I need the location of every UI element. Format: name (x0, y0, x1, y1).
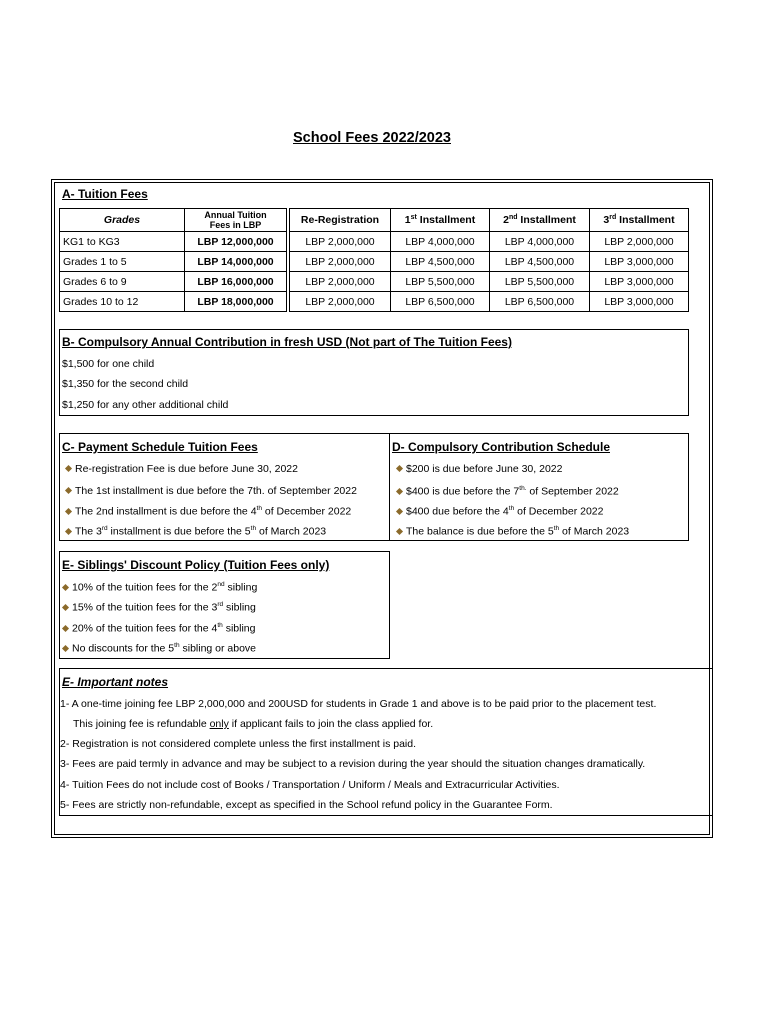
diamond-bullet-icon (62, 644, 69, 651)
section-b-item: $1,500 for one child (62, 358, 155, 370)
section-c-item-text: Re-registration Fee is due before June 30, 2022 (75, 463, 298, 475)
superscript: th (553, 525, 560, 532)
cell-rereg: LBP 2,000,000 (290, 292, 391, 312)
sibling-discount-item (63, 642, 256, 655)
section-c-item-text: The 2nd installment is due before the 4 (75, 505, 257, 518)
diamond-bullet-icon (65, 465, 72, 472)
diamond-bullet-icon (65, 527, 72, 534)
diamond-bullet-icon (62, 603, 69, 610)
section-c-item-text: The 1st installment is due before the 7th. of September 2022 (75, 485, 357, 497)
sibling-discount-text: 15% of the tuition fees for the 3 (72, 601, 218, 614)
section-b-item: $1,250 for any other additional child (62, 399, 229, 411)
section-c-heading: C- Payment Schedule Tuition Fees (62, 440, 258, 454)
superscript: th (174, 642, 180, 649)
note-text-underlined: only (209, 718, 229, 730)
cell-rereg: LBP 2,000,000 (290, 252, 391, 272)
sibling-discount-text: sibling (223, 601, 256, 614)
section-c-item (66, 525, 326, 538)
cell-inst3: LBP 3,000,000 (590, 292, 689, 312)
col-installment-1 (391, 209, 490, 232)
col-inst2-text: Installment (517, 214, 576, 226)
col-grades: Grades (60, 209, 185, 232)
section-d-heading: D- Compulsory Contribution Schedule (392, 440, 610, 454)
section-d-item-text: of December 2022 (514, 505, 604, 518)
section-c-item (66, 463, 298, 475)
superscript: th. (519, 485, 527, 492)
section-d-item (397, 463, 562, 475)
section-c-item-text: The 3 (75, 525, 102, 538)
note-item: 5- Fees are strictly non-refundable, except as specified in the School refund policy in the Guarantee Form. (60, 799, 553, 811)
superscript: nd (217, 581, 225, 588)
col-annual-line1: Annual Tuition (204, 210, 267, 220)
cell-inst2: LBP 6,500,000 (490, 292, 590, 312)
cell-inst2: LBP 5,500,000 (490, 272, 590, 292)
sibling-discount-item (63, 622, 255, 635)
section-d-item (397, 525, 629, 538)
note-item: 3- Fees are paid termly in advance and may be subject to a revision during the year should the situation changes dramatically. (60, 758, 646, 770)
cell-grade: KG1 to KG3 (60, 232, 185, 252)
cell-inst1: LBP 4,500,000 (391, 252, 490, 272)
section-d-item-text: of September 2022 (526, 485, 619, 498)
superscript: th (250, 525, 257, 532)
col-annual (185, 209, 287, 232)
section-d-item-text: The balance is due before the 5 (406, 525, 554, 538)
cell-inst3: LBP 2,000,000 (590, 232, 689, 252)
table-row (60, 252, 689, 272)
sibling-discount-text: 20% of the tuition fees for the 4 (72, 622, 218, 635)
superscript: rd (217, 601, 224, 608)
sibling-discount-text: No discounts for the 5 (72, 642, 175, 655)
col-inst1-text: Installment (416, 214, 476, 226)
superscript: rd (101, 525, 108, 532)
note-text: if applicant fails to join the class applied for. (228, 718, 434, 730)
diamond-bullet-icon (65, 507, 72, 514)
sibling-discount-item (63, 581, 257, 594)
cell-annual: LBP 18,000,000 (185, 292, 287, 312)
diamond-bullet-icon (396, 465, 403, 472)
col-inst1-sup: st (410, 214, 417, 221)
sibling-discount-text: 10% of the tuition fees for the 2 (72, 581, 218, 594)
table-row (60, 292, 689, 312)
col-installment-2 (490, 209, 590, 232)
diamond-bullet-icon (396, 507, 403, 514)
section-d-item-text: $200 is due before June 30, 2022 (406, 463, 563, 475)
section-c-item (66, 505, 351, 518)
superscript: th (508, 505, 515, 512)
cell-rereg: LBP 2,000,000 (290, 272, 391, 292)
table-header-row (60, 209, 689, 232)
col-inst2-sup: nd (508, 214, 518, 221)
table-row (60, 272, 689, 292)
col-inst3-text: Installment (616, 214, 675, 226)
diamond-bullet-icon (396, 527, 403, 534)
section-c-item-text: of December 2022 (261, 505, 352, 518)
diamond-bullet-icon (62, 624, 69, 631)
diamond-bullet-icon (65, 487, 72, 494)
cell-inst1: LBP 6,500,000 (391, 292, 490, 312)
section-d-item (397, 485, 619, 498)
diamond-bullet-icon (396, 487, 403, 494)
superscript: th (217, 622, 223, 629)
section-c-item-text: of March 2023 (256, 525, 327, 538)
section-a-heading: A- Tuition Fees (62, 187, 148, 201)
section-d-item-text: $400 is due before the 7 (406, 485, 520, 498)
sibling-discount-text: sibling (222, 622, 256, 635)
col-annual-line2: Fees in LBP (209, 220, 262, 230)
section-e-siblings-heading: E- Siblings' Discount Policy (Tuition Fees only) (62, 558, 330, 572)
page-title: School Fees 2022/2023 (293, 130, 451, 146)
cell-inst3: LBP 3,000,000 (590, 252, 689, 272)
cell-rereg: LBP 2,000,000 (290, 232, 391, 252)
diamond-bullet-icon (62, 583, 69, 590)
note-text: This joining fee is refundable (73, 718, 210, 730)
cell-inst1: LBP 4,000,000 (391, 232, 490, 252)
section-d-item-text: $400 due before the 4 (406, 505, 509, 518)
col-inst3-sup: rd (609, 214, 617, 221)
note-item (73, 718, 433, 730)
section-d-item (397, 505, 604, 518)
table-row (60, 232, 689, 252)
note-item: 2- Registration is not considered complete unless the first installment is paid. (60, 738, 417, 750)
section-c-item (66, 485, 357, 497)
cell-inst2: LBP 4,000,000 (490, 232, 590, 252)
cell-grade: Grades 1 to 5 (60, 252, 185, 272)
col-inst2-num: 2 (503, 214, 509, 226)
section-c-item-text: installment is due before the 5 (107, 525, 251, 538)
superscript: th (256, 505, 262, 512)
cell-inst2: LBP 4,500,000 (490, 252, 590, 272)
sibling-discount-text: sibling (224, 581, 258, 594)
cell-inst3: LBP 3,000,000 (590, 272, 689, 292)
cell-annual: LBP 16,000,000 (185, 272, 287, 292)
cell-annual: LBP 14,000,000 (185, 252, 287, 272)
sibling-discount-item (63, 601, 256, 614)
note-item: 4- Tuition Fees do not include cost of Books / Transportation / Uniform / Meals and Extracurricular Activities. (60, 779, 560, 791)
col-inst1-num: 1 (404, 214, 411, 226)
note-item: 1- A one-time joining fee LBP 2,000,000 and 200USD for students in Grade 1 and above is to be paid prior to the placement test. (60, 698, 657, 710)
cell-annual: LBP 12,000,000 (185, 232, 287, 252)
section-b-item: $1,350 for the second child (62, 378, 189, 390)
tuition-table (59, 208, 689, 312)
col-inst3-num: 3 (603, 214, 610, 226)
sibling-discount-text: sibling or above (179, 642, 257, 655)
cell-inst1: LBP 5,500,000 (391, 272, 490, 292)
cell-grade: Grades 6 to 9 (60, 272, 185, 292)
cell-grade: Grades 10 to 12 (60, 292, 185, 312)
col-reregistration: Re-Registration (290, 209, 391, 232)
section-d-item-text: of March 2023 (559, 525, 630, 538)
important-notes-heading: E- Important notes (62, 675, 169, 689)
col-installment-3 (590, 209, 689, 232)
section-b-heading: B- Compulsory Annual Contribution in fresh USD (Not part of The Tuition Fees) (62, 335, 512, 349)
